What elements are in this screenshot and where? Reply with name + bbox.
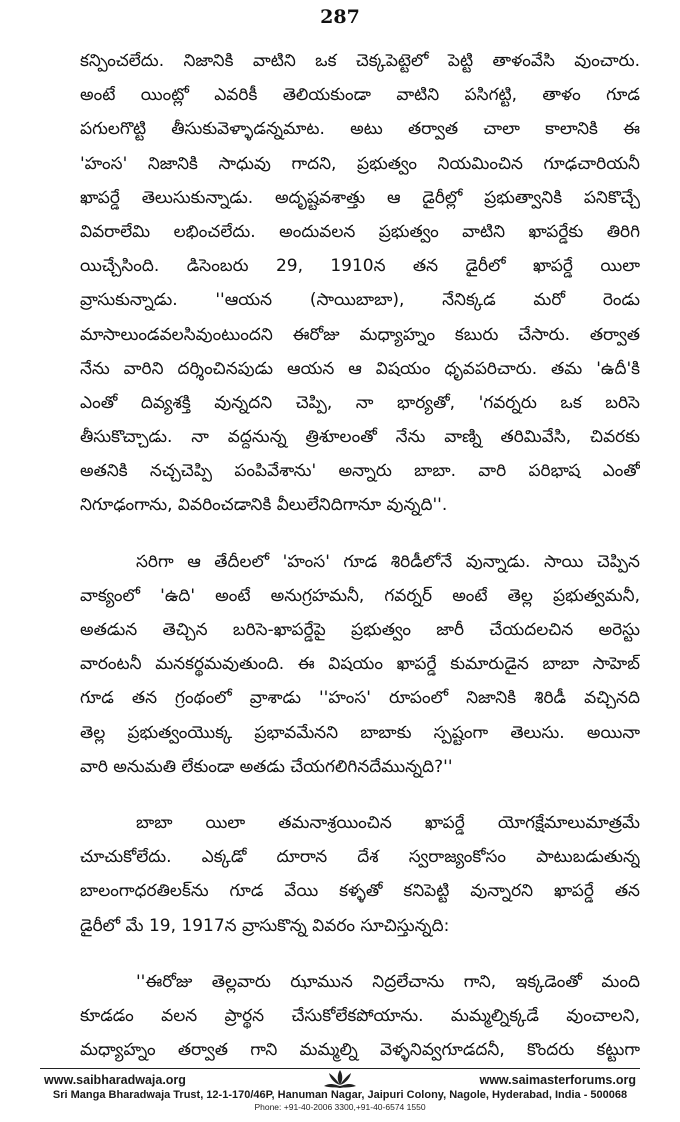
- text-line: చూచుకోలేదు. ఎక్కడో దూరాన దేశ స్వరాజ్యంకోసం పాటుబడుతున్న: [80, 847, 640, 868]
- footer-left-url[interactable]: www.saibharadwaja.org: [44, 1073, 186, 1087]
- text-line: అతడున తెచ్చిన బరిసె-ఖాపర్డేపై ప్రభుత్వం జారీ చేయదలచిన అరెస్టు: [80, 620, 640, 640]
- text-line: నేను వారిని దర్శించినపుడు ఆయన ఆ విషయం ధృవపరిచారు. తమ 'ఉదీ'కి: [80, 358, 640, 379]
- footer-right-url[interactable]: www.saimasterforums.org: [479, 1073, 636, 1087]
- text-line: వారంటనీ మనకర్థమవుతుంది. ఈ విషయం ఖాపర్డే కుమారుడైన బాబా సాహెబ్: [80, 654, 640, 675]
- text-line: కన్పించలేదు. నిజానికి వాటిని ఒక చెక్కపెట్టెలో పెట్టి తాళంవేసి వుంచారు.: [80, 51, 640, 71]
- text-line: వ్రాసుకున్నాడు. ''ఆయన (సాయిబాబా), నేనిక్కడ మరో రెండు: [80, 290, 640, 311]
- text-line: వాక్యంలో 'ఉది' అంటే అనుగ్రహమనీ, గవర్నర్ అంటే తెల్ల ప్రభుత్వమనీ,: [80, 585, 640, 606]
- text-line: అంటే యింట్లో ఎవరికీ తెలియకుండా వాటిని పసిగట్టి, తాళం గూడ: [80, 85, 640, 106]
- text-line: ఖాపర్డే తెలుసుకున్నాడు. అదృష్టవశాత్తు ఆ డైరీల్లో ప్రభుత్వానికి పనికొచ్చే: [80, 187, 640, 208]
- text-line: పగులగొట్టి తీసుకువెళ్ళాడన్నమాట. అటు తర్వాత చాలా కాలానికి ఈ: [80, 119, 640, 140]
- paragraph: [80, 545, 640, 784]
- footer-phone: Phone: +91-40-2006 3300,+91-40-6574 1550: [254, 1102, 426, 1112]
- paragraph: [80, 965, 640, 1068]
- paragraph: [80, 806, 640, 943]
- text-line: అతనికి నచ్చచెప్పి పంపివేశాను' అన్నారు బాబా. వారి పరిభాష ఎంతో: [80, 461, 640, 482]
- paragraph-gap: [80, 523, 640, 545]
- text-line: డైరీలో మే 19, 1917న వ్రాసుకొన్న వివరం సూచిస్తున్నది:: [80, 915, 450, 936]
- text-line: మధ్యాహ్నం తర్వాత గాని మమ్మల్ని వెళ్ళనివ్వగూడదనీ, కొందరు కట్టుగా: [80, 1040, 640, 1061]
- lotus-emblem-icon: [320, 1067, 360, 1091]
- text-line: కూడడం వలన ప్రార్థన చేసుకోలేకపోయాను. మమ్మల్నిక్కడే వుంచాలని,: [80, 1005, 640, 1026]
- footer-row: [44, 1073, 636, 1089]
- text-line: బాబా యిలా తమనాశ్రయించిన ఖాపర్డే యోగక్షేమాలుమాత్రమే: [136, 812, 640, 833]
- text-line: యిచ్చేసింది. డిసెంబరు 29, 1910న తన డైరీలో ఖాపర్డే యిలా: [80, 256, 640, 277]
- text-line: నిగూఢంగాను, వివరించడానికి వీలులేనిదిగానూ వున్నది''.: [80, 495, 448, 516]
- text-line: 'హంస' నిజానికి సాధువు గాదని, ప్రభుత్వం నియమించిన గూఢచారియనీ: [80, 153, 640, 174]
- footer-address: Sri Manga Bharadwaja Trust, 12-1-170/46P, Hanuman Nagar, Jaipuri Colony, Nagole, Hyderabad, India - 500068: [52, 1089, 628, 1101]
- text-line: ''ఈరోజు తెల్లవారు ఝామున నిద్రలేచాను గాని, ఇక్కడెంతో మంది: [136, 971, 640, 992]
- text-line: సరిగా ఆ తేదీలలో 'హంస' గూడ శిరిడీలోనే వున్నాడు. సాయి చెప్పిన: [136, 551, 640, 572]
- text-line: ఎంతో దివ్యశక్తి వున్నదని చెప్పి, నా భార్యతో, 'గవర్నరు ఒక బరిసె: [80, 392, 640, 413]
- text-line: బాలంగాధరతిలక్‌ను గూడ వేయి కళ్ళతో కనిపెట్టి వున్నారని ఖాపర్డే తన: [80, 881, 640, 902]
- text-line: వివరాలేమి లభించలేదు. అందువలన ప్రభుత్వం వాటిని ఖాపర్డేకు తిరిగి: [80, 221, 640, 242]
- text-line: వారి అనుమతి లేకుండా అతడు చేయగలిగినదేమున్నది?'': [80, 756, 453, 777]
- text-body: [80, 44, 640, 1067]
- text-line: మాసాలుండవలసివుంటుందని ఈరోజు మధ్యాహ్నం కబురు చేసారు. తర్వాత: [80, 324, 640, 345]
- paragraph: [80, 44, 640, 523]
- paragraph-gap: [80, 784, 640, 806]
- text-line: గూడ తన గ్రంథంలో వ్రాశాడు ''హంస' రూపంలో నిజానికి శిరిడీ వచ్చినది: [80, 688, 640, 709]
- paragraph-gap: [80, 943, 640, 965]
- page-number: 287: [320, 6, 360, 28]
- text-line: తీసుకొచ్చాడు. నా వద్దనున్న త్రిశూలంతో నేను వాణ్ని తరిమివేసి, చివరకు: [80, 427, 640, 448]
- text-line: తెల్ల ప్రభుత్వంయొక్క ప్రభావమేనని బాబాకు స్పష్టంగా తెలుసు. అయినా: [80, 722, 640, 743]
